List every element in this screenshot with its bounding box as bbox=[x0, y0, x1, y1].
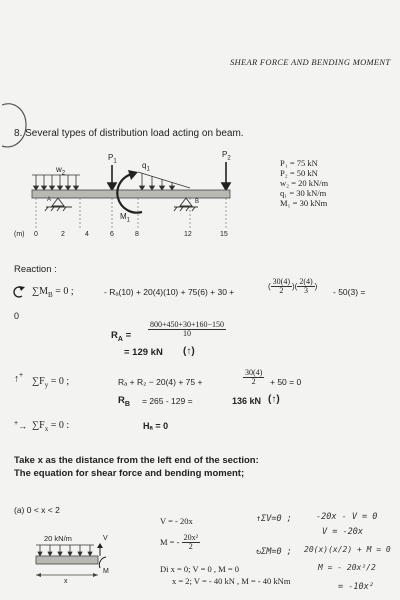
section-line-1: Take x as the distance from the left end of the section: bbox=[14, 455, 259, 466]
axis-tick: 8 bbox=[135, 231, 139, 238]
fy-equation-a: Rₐ + R₂ − 20(4) + 75 + bbox=[118, 377, 203, 387]
boundary-x0: Di x = 0; V = 0 , M = 0 bbox=[160, 564, 240, 574]
handwritten-note: V = -20x bbox=[322, 527, 363, 537]
v-equation: V = - 20x bbox=[160, 516, 193, 526]
handwritten-note: M = - 20x²/2 bbox=[318, 563, 376, 572]
label-q1: $q_1$ bbox=[142, 161, 150, 173]
ra-direction: (↑) bbox=[183, 346, 195, 357]
problem-title: 8. Several types of distribution load acting on beam. bbox=[14, 128, 244, 139]
axis-tick: 0 bbox=[34, 231, 38, 238]
m-equation: M = - $\frac{\text{20x²}}{2}$ bbox=[160, 533, 198, 552]
reaction-heading: Reaction : bbox=[14, 264, 57, 275]
label-w2: $w_2$ bbox=[56, 165, 66, 177]
given-item: M₁ = 30 kNm bbox=[280, 198, 328, 208]
ra-result: = 129 kN bbox=[124, 347, 163, 358]
section-v-label: V bbox=[103, 535, 108, 542]
moment-equation-b: - 50(3) = bbox=[333, 287, 366, 297]
label-m1: $M_1$ bbox=[120, 212, 131, 224]
moment-equation-a: - Rₐ(10) + 20(4)(10) + 75(6) + 30 + bbox=[104, 287, 235, 297]
handwritten-note: ↑ΣV=0 ; bbox=[256, 514, 292, 524]
axis-tick: 6 bbox=[110, 231, 114, 238]
fy-equation-lhs: $\sum F_y = 0$ ; bbox=[32, 376, 70, 389]
fx-sign-icon: +→ bbox=[14, 420, 28, 431]
fy-equation-b: + 50 = 0 bbox=[270, 377, 302, 387]
fy-sign-icon: ↑+ bbox=[14, 372, 24, 385]
label-p1: $P_1$ bbox=[108, 153, 117, 165]
label-p2: $P_2$ bbox=[222, 150, 231, 162]
ra-fraction: $\frac{800+450+30+160-150}{10}$ bbox=[150, 320, 225, 339]
label-b: B bbox=[195, 199, 200, 205]
moment-equation-lhs: $\sum M_B = 0$ ; bbox=[32, 286, 74, 299]
fx-equation-lhs: $\sum F_x = 0$ : bbox=[32, 420, 70, 433]
section-x-label: x bbox=[64, 578, 68, 585]
axis-tick: 2 bbox=[61, 231, 65, 238]
rb-direction: (↑) bbox=[268, 394, 280, 405]
rb-label: $R_B$ bbox=[118, 395, 130, 408]
label-a: A bbox=[47, 197, 52, 203]
page-header: SHEAR FORCE AND BENDING MOMENT bbox=[230, 57, 391, 67]
axis-tick: 4 bbox=[85, 231, 89, 238]
given-item: P₁ = 75 kN bbox=[280, 158, 318, 168]
section-line-2: The equation for shear force and bending moment; bbox=[14, 468, 245, 479]
handwritten-note: ↻ΣM=0 ; bbox=[256, 547, 292, 557]
axis-tick: 12 bbox=[184, 231, 192, 238]
equation-zero: 0 bbox=[14, 311, 20, 321]
handwritten-note: = -10x² bbox=[338, 582, 374, 592]
ha-result: Hₐ = 0 bbox=[143, 421, 169, 431]
handwritten-note: 20(x)(x/2) + M = 0 bbox=[304, 545, 391, 554]
fy-fraction: $\frac{30(4)}{2}$ bbox=[245, 368, 263, 387]
rb-equation: = 265 - 129 = bbox=[142, 396, 193, 406]
ra-label: $R_A$ = bbox=[111, 330, 132, 343]
axis-unit: (m) bbox=[14, 231, 25, 238]
given-item: P₂ = 50 kN bbox=[280, 168, 318, 178]
given-item: w₂ = 20 kN/m bbox=[280, 178, 329, 188]
case-a-label: (a) 0 < x < 2 bbox=[14, 505, 60, 515]
handwritten-note: -20x - V = 0 bbox=[316, 512, 378, 522]
section-m-label: M bbox=[103, 568, 109, 575]
moment-fractions: ( $\frac{30(4)}{2}$ )( $\frac{2(4)}{3}$ ) bbox=[268, 277, 318, 296]
section-load-label: 20 kN/m bbox=[44, 534, 72, 543]
rb-result: 136 kN bbox=[232, 396, 262, 406]
axis-tick: 15 bbox=[220, 231, 228, 238]
boundary-x2: x = 2; V = - 40 kN , M = - 40 kNm bbox=[172, 576, 291, 586]
given-item: q₁ = 30 kN/m bbox=[280, 188, 327, 198]
